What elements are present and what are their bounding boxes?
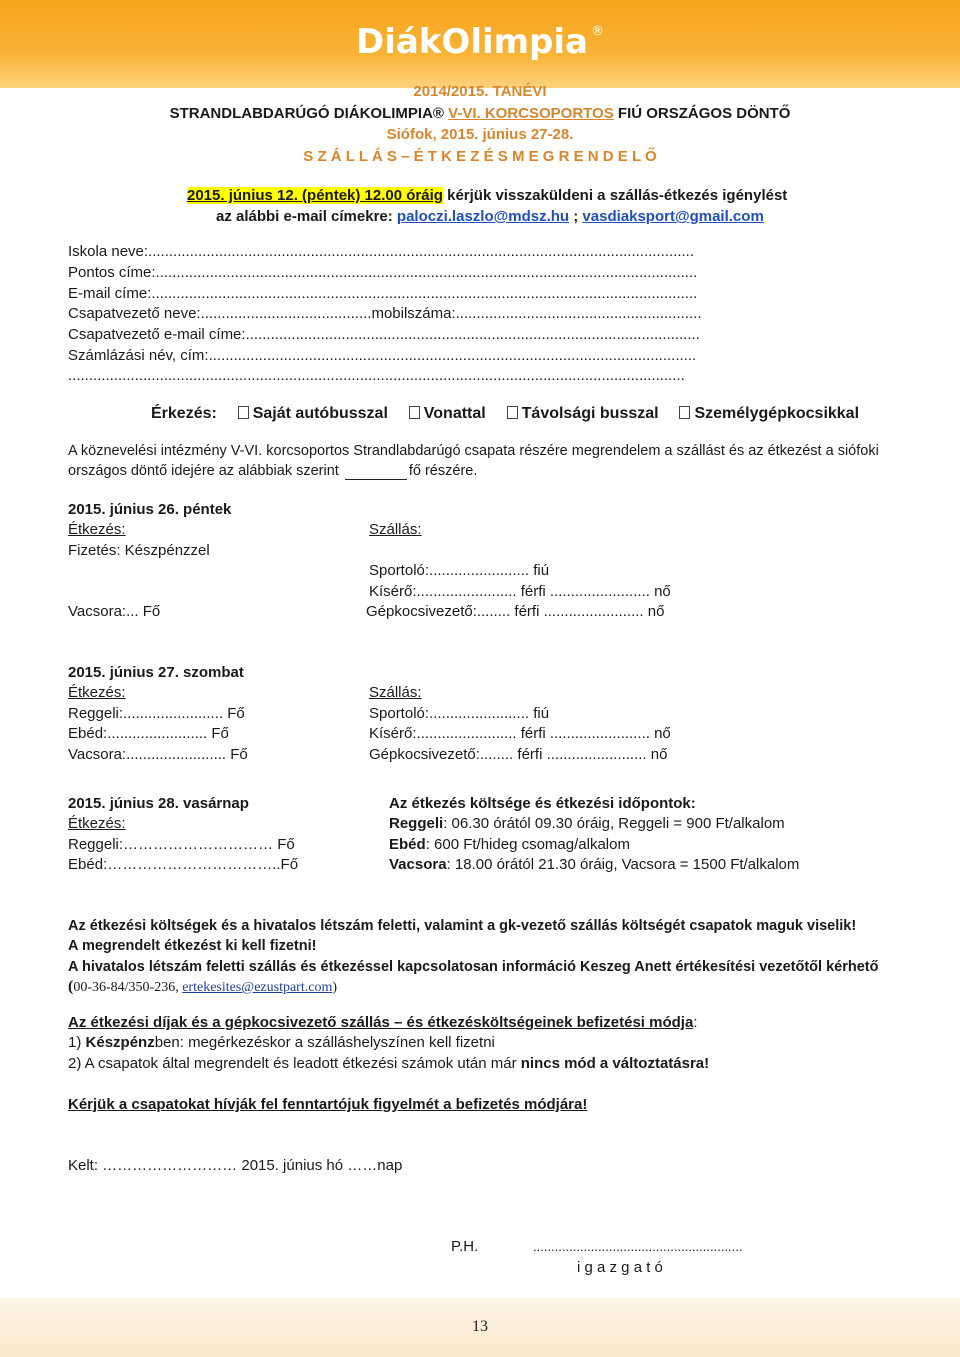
day26-lodging-label: Szállás: (369, 521, 422, 538)
day28-heading: 2015. június 28. vasárnap (68, 795, 249, 812)
day26-athlete[interactable]: Sportoló:........................ fiú (369, 562, 550, 579)
event-title: STRANDLABDARÚGÓ DIÁKOLIMPIA® V-VI. KORCSOPORTOS FIÚ ORSZÁGOS DÖNTŐ (169, 105, 791, 122)
day26-driver[interactable]: Gépkocsivezető:........ férfi ........................ nő (366, 603, 665, 620)
registered-mark: ® (591, 24, 604, 39)
checkbox-train[interactable] (409, 406, 420, 419)
day27-athlete[interactable]: Sportoló:........................ fiú (369, 705, 550, 722)
signer-title: i g a z g a t ó (577, 1259, 663, 1276)
venue-date: Siófok, 2015. június 27-28. (386, 126, 574, 143)
costs-heading: Az étkezés költsége és étkezési időpontok: (389, 795, 696, 812)
place-date[interactable]: Kelt: ……………………… 2015. június hó ……nap (68, 1157, 403, 1174)
day26-dinner[interactable]: Vacsora:... Fő (68, 603, 161, 620)
day27-dinner[interactable]: Vacsora:........................ Fő (68, 746, 248, 763)
order-text-line1: A köznevelési intézmény V-VI. korcsoportos Strandlabdarúgó csapata részére megrendelem a szállást és az étkezést a siófoki (68, 443, 879, 459)
day28-lunch[interactable]: Ebéd:……………………………..Fő (68, 856, 299, 873)
contact-phone: 00-36-84/350-236, (73, 980, 183, 995)
order-text-line2: országos döntő idejére az alábbiak szerint fő részére. (68, 463, 478, 479)
billing-field[interactable]: Számlázási név, cím:..................................................................................................................... (68, 347, 697, 364)
payment-heading: Az étkezési díjak és a gépkocsivezető szállás – és étkezésköltségeinek befizetési módja: (68, 1014, 698, 1031)
costs-dinner: Vacsora: 18.00 órától 21.30 óráig, Vacsora = 1500 Ft/alkalom (389, 856, 800, 873)
costs-lunch: Ebéd: 600 Ft/hideg csomag/alkalom (389, 836, 630, 853)
day26-meal-label: Étkezés: (68, 521, 126, 538)
day26-heading: 2015. június 26. péntek (68, 501, 232, 518)
notes-line1: Az étkezési költségek és a hivatalos létszám feletti, valamint a gk-vezető szállás költségét csapatok maguk viselik! (68, 918, 857, 934)
deadline-line: 2015. június 12. (péntek) 12.00 óráig kérjük visszaküldeni a szállás-étkezés igénylést (187, 187, 788, 204)
notes-line2: A megrendelt étkezést ki kell fizetni! (68, 938, 317, 954)
checkbox-car[interactable] (679, 406, 690, 419)
age-group: V-VI. KORCSOPORTOS (448, 105, 614, 122)
email-link-1[interactable]: paloczi.laszlo@mdsz.hu (396, 208, 570, 225)
contact-line: (00-36-84/350-236, ertekesites@ezustpart.com) (68, 978, 338, 995)
request-note: Kérjük a csapatokat hívják fel fenntartójuk figyelmét a befizetés módjára! (68, 1096, 588, 1113)
form-title: S Z Á L L Á S – É T K E Z É S M E G R E N D E L Ő (303, 148, 657, 165)
day27-escort[interactable]: Kísérő:........................ férfi ........................ nő (369, 725, 671, 742)
headcount-blank[interactable] (345, 465, 407, 480)
notes-line3: A hivatalos létszám feletti szállás és étkezéssel kapcsolatosan információ Keszeg Anett értékesítési vezetőtől kérhető (68, 959, 879, 975)
day26-payment: Fizetés: Készpénzzel (68, 542, 210, 559)
signature-line[interactable]: .......................................................... (533, 1239, 743, 1254)
day27-lodging-label: Szállás: (369, 684, 422, 701)
stamp-placeholder: P.H. (451, 1238, 479, 1255)
page-number: 13 (472, 1318, 488, 1335)
day27-lunch[interactable]: Ebéd:........................ Fő (68, 725, 229, 742)
billing-field-continued[interactable]: .................................................................................................................................................... (68, 367, 685, 384)
email-addresses-line: az alábbi e-mail címekre: paloczi.laszlo@mdsz.hu ; vasdiaksport@gmail.com (216, 208, 764, 225)
arrival-options: Érkezés: Saját autóbusszal Vonattal Távolsági busszal Személygépkocsikkal (151, 405, 860, 422)
payment-item-2: 2) A csapatok által megrendelt és leadott étkezési számok után már nincs mód a változtatásra! (68, 1055, 710, 1072)
checkbox-own-bus[interactable] (238, 406, 249, 419)
address-field[interactable]: Pontos címe:.................................................................................................................................. (68, 264, 698, 281)
school-name-field[interactable]: Iskola neve:................................................................................................................................... (68, 243, 694, 260)
payment-item-1: 1) Készpénzben: megérkezéskor a szálláshelyszínen kell fizetni (68, 1034, 495, 1051)
email-link-2[interactable]: vasdiaksport@gmail.com (582, 208, 764, 225)
email-field[interactable]: E-mail címe:................................................................................................................................... (68, 285, 698, 302)
team-leader-field[interactable]: Csapatvezető neve:.........................................mobilszáma:........................................................... (68, 305, 702, 322)
checkbox-coach[interactable] (507, 406, 518, 419)
day28-breakfast[interactable]: Reggeli:………………………… Fő (68, 836, 295, 853)
day27-driver[interactable]: Gépkocsivezető:........ férfi ........................ nő (369, 746, 668, 763)
day27-meal-label: Étkezés: (68, 684, 126, 701)
school-year-title: 2014/2015. TANÉVI (413, 83, 547, 100)
contact-email-link[interactable]: ertekesites@ezustpart.com (182, 980, 333, 995)
diakolimpia-logo (0, 22, 960, 62)
day27-heading: 2015. június 27. szombat (68, 664, 244, 681)
day27-breakfast[interactable]: Reggeli:........................ Fő (68, 705, 245, 722)
day28-meal-label: Étkezés: (68, 815, 126, 832)
day26-escort[interactable]: Kísérő:........................ férfi ........................ nő (369, 583, 671, 600)
arrival-label: Érkezés: (151, 405, 217, 422)
logo-text: DiákOlimpia (355, 22, 588, 62)
team-leader-email-field[interactable]: Csapatvezető e-mail címe:............................................................................................................. (68, 326, 700, 343)
deadline-date: 2015. június 12. (péntek) 12.00 óráig (187, 187, 443, 204)
costs-breakfast: Reggeli: 06.30 órától 09.30 óráig, Reggeli = 900 Ft/alkalom (389, 815, 785, 832)
